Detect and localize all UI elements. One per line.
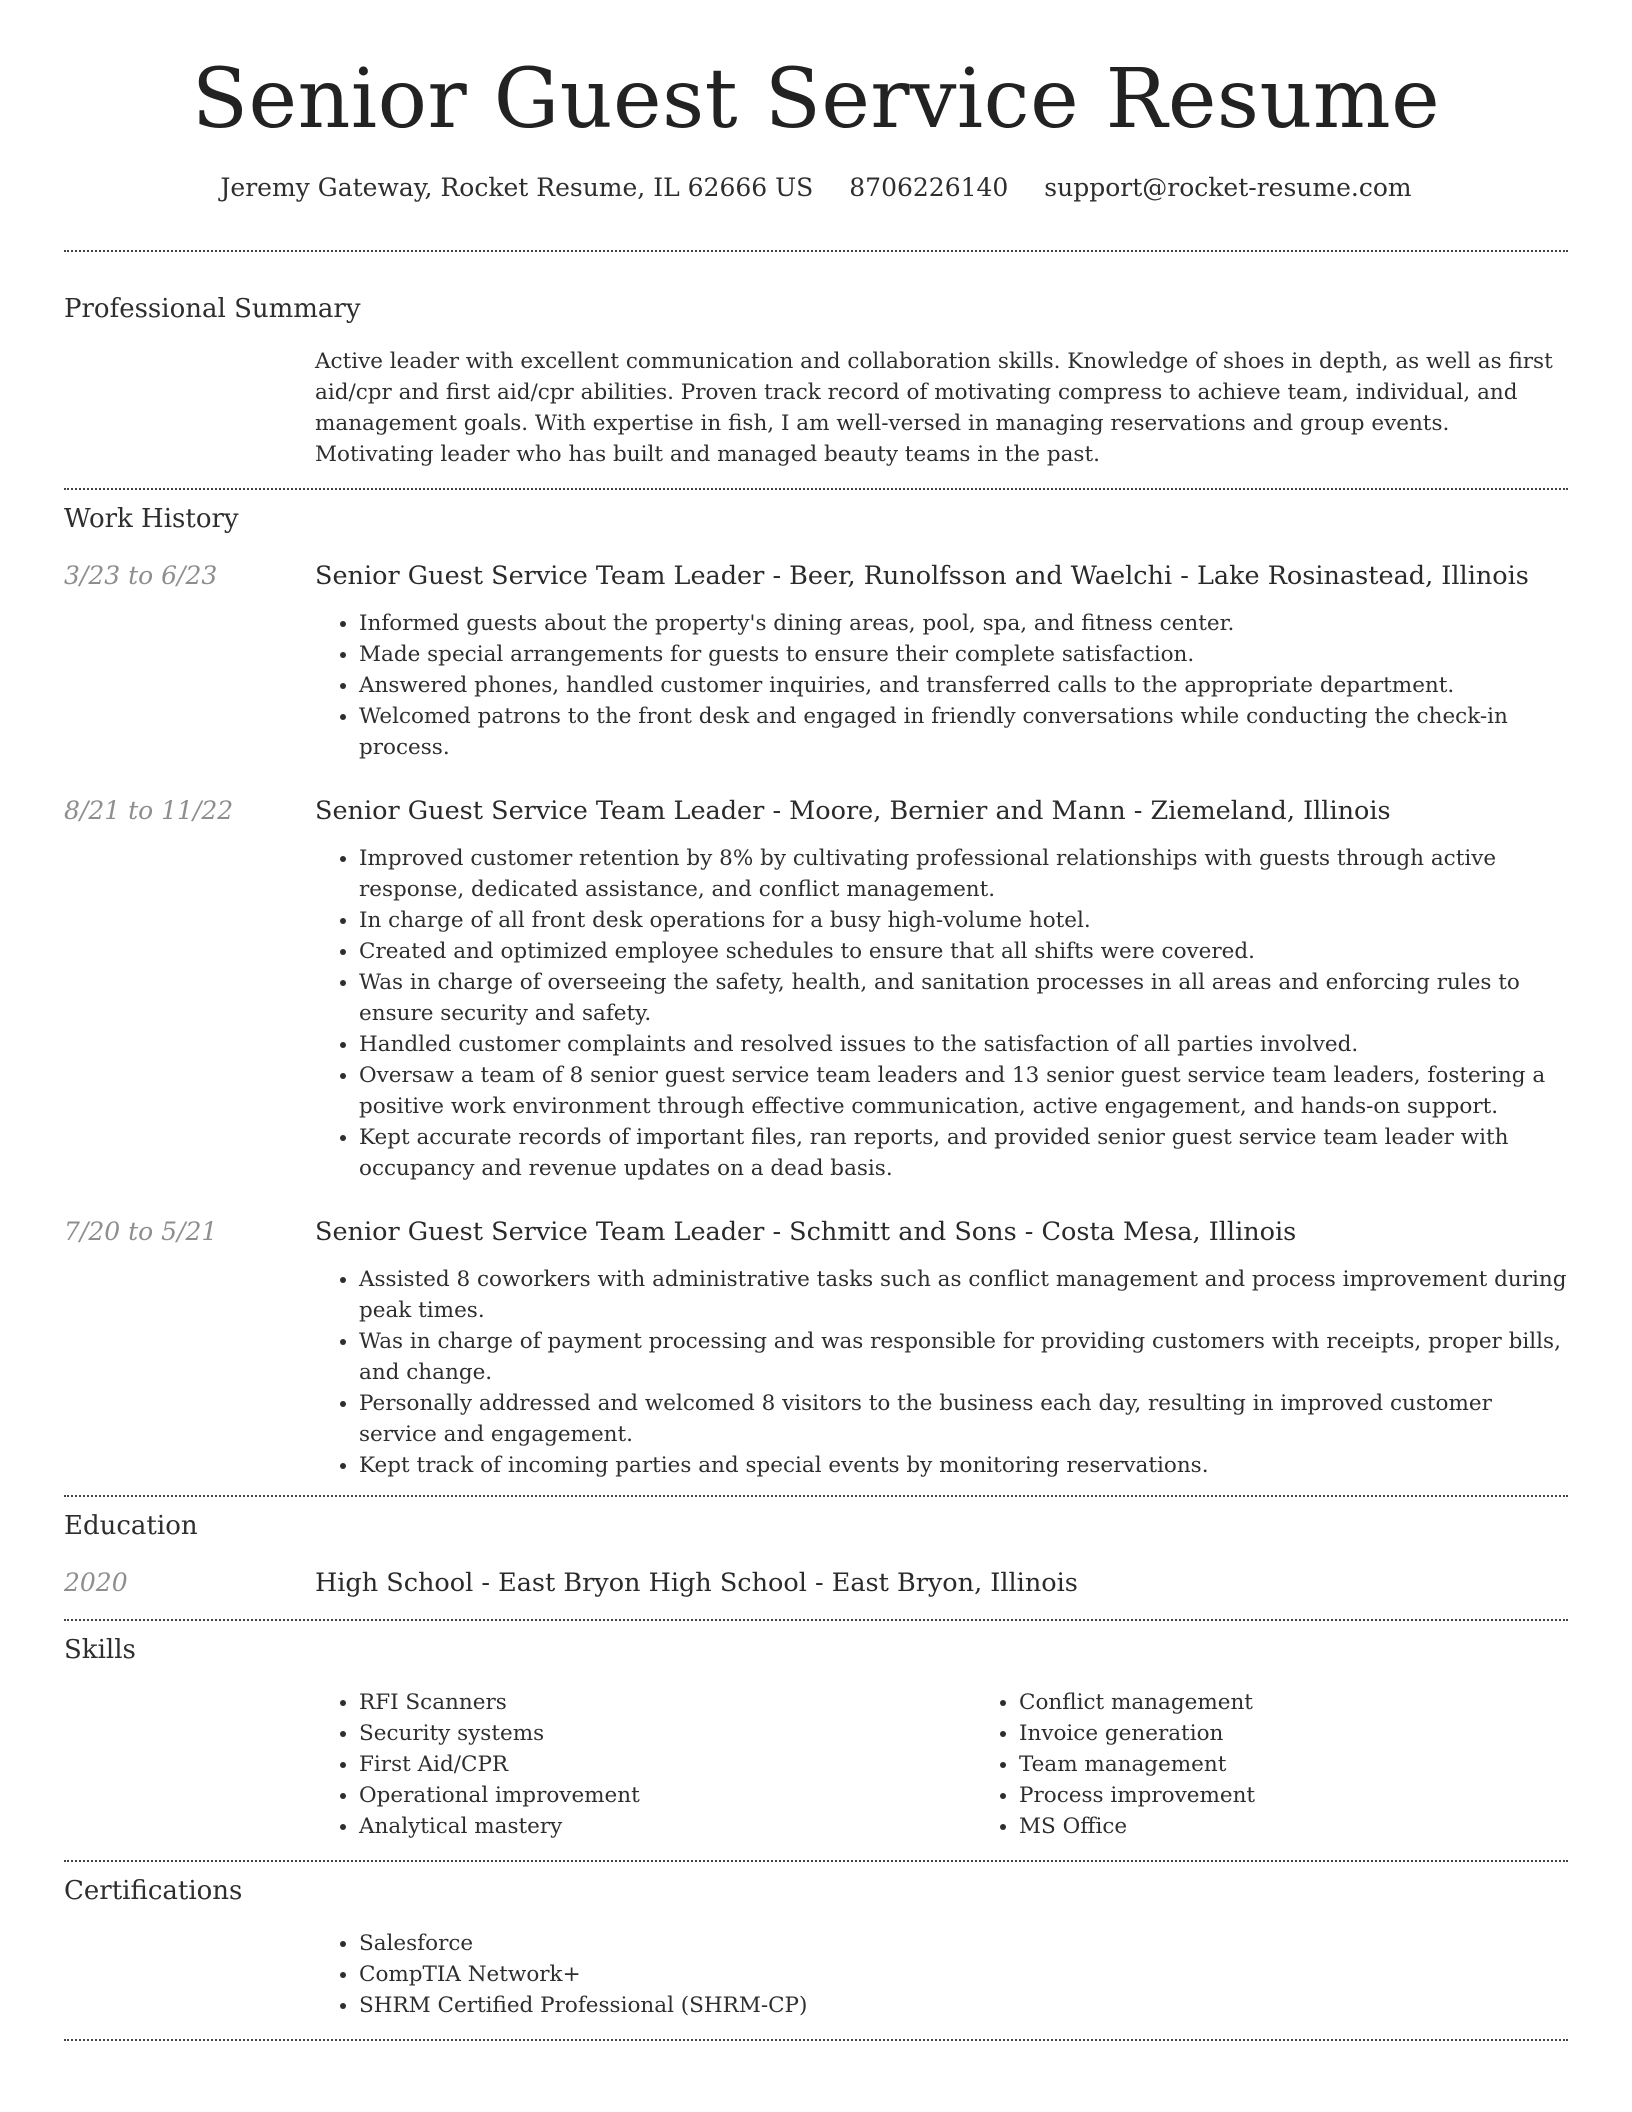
job-separator: - [764, 796, 790, 826]
education-separator: - [473, 1568, 499, 1598]
job-location: Ziemeland, Illinois [1150, 796, 1391, 826]
job-separator: - [1016, 1217, 1042, 1247]
job-bullets [315, 843, 1568, 1184]
job-separator: - [1172, 561, 1197, 591]
job-company: Moore, Bernier and Mann [789, 796, 1126, 826]
certifications-list [315, 1928, 1568, 2021]
summary-text: Active leader with excellent communication and collaboration skills. Knowledge of shoes in depth, as well as first aid/cpr and first aid/cpr abilities. Proven track record of motivating compress to achieve team, individual, and management goals. With expertise in fish, I am well-versed in managing reservations and group events. Motivating leader who has built and managed beauty teams in the past. [315, 349, 1553, 467]
job-dates: 7/20 to 5/21 [64, 1217, 218, 1246]
education-degree: High School [315, 1568, 474, 1598]
education-separator: - [806, 1568, 832, 1598]
divider [64, 488, 1568, 490]
summary-heading: Professional Summary [64, 294, 361, 324]
job-entry [64, 560, 1568, 763]
job-bullet: • Was in charge of overseeing the safety, health, and sanitation processes in all areas and enforcing rules to ensure security and safety. [359, 967, 1568, 1029]
divider [64, 1860, 1568, 1862]
job-bullet: • Kept accurate records of important files, ran reports, and provided senior guest service team leader with occupancy and revenue updates on a dead basis. [359, 1122, 1568, 1184]
skill-item: • Process improvement [1019, 1780, 1632, 1811]
education-school: East Bryon High School [498, 1568, 807, 1598]
work-history-section [64, 502, 1568, 1481]
contact-line [64, 172, 1568, 204]
job-bullet: • Kept track of incoming parties and special events by monitoring reservations. [359, 1450, 1568, 1481]
skill-item: • MS Office [1019, 1811, 1632, 1842]
job-bullet: • Made special arrangements for guests to ensure their complete satisfaction. [359, 639, 1568, 670]
certification-item: • CompTIA Network+ [359, 1959, 1568, 1990]
job-company: Schmitt and Sons [789, 1217, 1017, 1247]
skill-item: • RFI Scanners [359, 1687, 975, 1718]
job-bullet: • Created and optimized employee schedules to ensure that all shifts were covered. [359, 936, 1568, 967]
skills-list [315, 1687, 1632, 1842]
resume-title: Senior Guest Service Resume [191, 52, 1441, 147]
divider [64, 1619, 1568, 1621]
job-bullet: • Improved customer retention by 8% by cultivating professional relationships with guests through active response, dedicated assistance, and conflict management. [359, 843, 1568, 905]
job-bullets [315, 608, 1568, 763]
job-location: Costa Mesa, Illinois [1041, 1217, 1297, 1247]
skill-item: • Conflict management [1019, 1687, 1632, 1718]
education-entry [315, 1567, 1568, 1599]
skill-item: • Security systems [359, 1718, 975, 1749]
education-year: 2020 [64, 1568, 128, 1597]
skills-column-right [975, 1687, 1632, 1842]
job-bullet: • Oversaw a team of 8 senior guest service team leaders and 13 senior guest service team leaders, fostering a positive work environment through effective communication, active engagement, and hands-on support. [359, 1060, 1568, 1122]
education-heading: Education [64, 1511, 198, 1541]
education-location: East Bryon, Illinois [831, 1568, 1078, 1598]
skill-item: • Operational improvement [359, 1780, 975, 1811]
job-bullets [315, 1264, 1568, 1481]
job-bullet: • Handled customer complaints and resolved issues to the satisfaction of all parties involved. [359, 1029, 1568, 1060]
certification-item: • Salesforce [359, 1928, 1568, 1959]
job-dates: 8/21 to 11/22 [64, 796, 234, 825]
job-heading [315, 1216, 1568, 1248]
skill-item: • Invoice generation [1019, 1718, 1632, 1749]
divider [64, 2039, 1568, 2041]
job-title: Senior Guest Service Team Leader [315, 561, 765, 591]
divider [64, 250, 1568, 252]
skill-item: • Analytical mastery [359, 1811, 975, 1842]
job-entry [64, 795, 1568, 1184]
certification-item: • SHRM Certified Professional (SHRM-CP) [359, 1990, 1568, 2021]
job-separator: - [764, 1217, 790, 1247]
summary-section [64, 292, 1568, 470]
divider [64, 1495, 1568, 1497]
contact-phone: 8706226140 [849, 173, 1009, 202]
job-entry [64, 1216, 1568, 1481]
skills-section [64, 1633, 1568, 1842]
skill-item: • First Aid/CPR [359, 1749, 975, 1780]
job-bullet: • Answered phones, handled customer inquiries, and transferred calls to the appropriate department. [359, 670, 1568, 701]
job-separator: - [764, 561, 790, 591]
resume-page [64, 0, 1568, 2041]
job-bullet: • Personally addressed and welcomed 8 visitors to the business each day, resulting in improved customer service and engagement. [359, 1388, 1568, 1450]
job-company: Beer, Runolfsson and Waelchi [789, 561, 1173, 591]
job-bullet: • In charge of all front desk operations for a busy high-volume hotel. [359, 905, 1568, 936]
skills-heading: Skills [64, 1635, 136, 1665]
certifications-heading: Certifications [64, 1876, 243, 1906]
job-bullet: • Informed guests about the property's dining areas, pool, spa, and fitness center. [359, 608, 1568, 639]
skills-column-left [315, 1687, 975, 1842]
job-heading [315, 560, 1568, 592]
job-dates: 3/23 to 6/23 [64, 561, 218, 590]
job-bullet: • Assisted 8 coworkers with administrative tasks such as conflict management and process improvement during peak times. [359, 1264, 1568, 1326]
contact-address: Jeremy Gateway, Rocket Resume, IL 62666 US [220, 173, 814, 202]
work-history-heading: Work History [64, 504, 239, 534]
job-title: Senior Guest Service Team Leader [315, 796, 765, 826]
contact-email: support@rocket-resume.com [1044, 173, 1412, 202]
job-title: Senior Guest Service Team Leader [315, 1217, 765, 1247]
job-separator: - [1125, 796, 1151, 826]
job-bullet: • Welcomed patrons to the front desk and engaged in friendly conversations while conducting the check-in process. [359, 701, 1568, 763]
certifications-section [64, 1874, 1568, 2021]
job-bullet: • Was in charge of payment processing and was responsible for providing customers with receipts, proper bills, and change. [359, 1326, 1568, 1388]
education-section [64, 1509, 1568, 1599]
job-heading [315, 795, 1568, 827]
job-location: Lake Rosinastead, Illinois [1196, 561, 1529, 591]
skill-item: • Team management [1019, 1749, 1632, 1780]
